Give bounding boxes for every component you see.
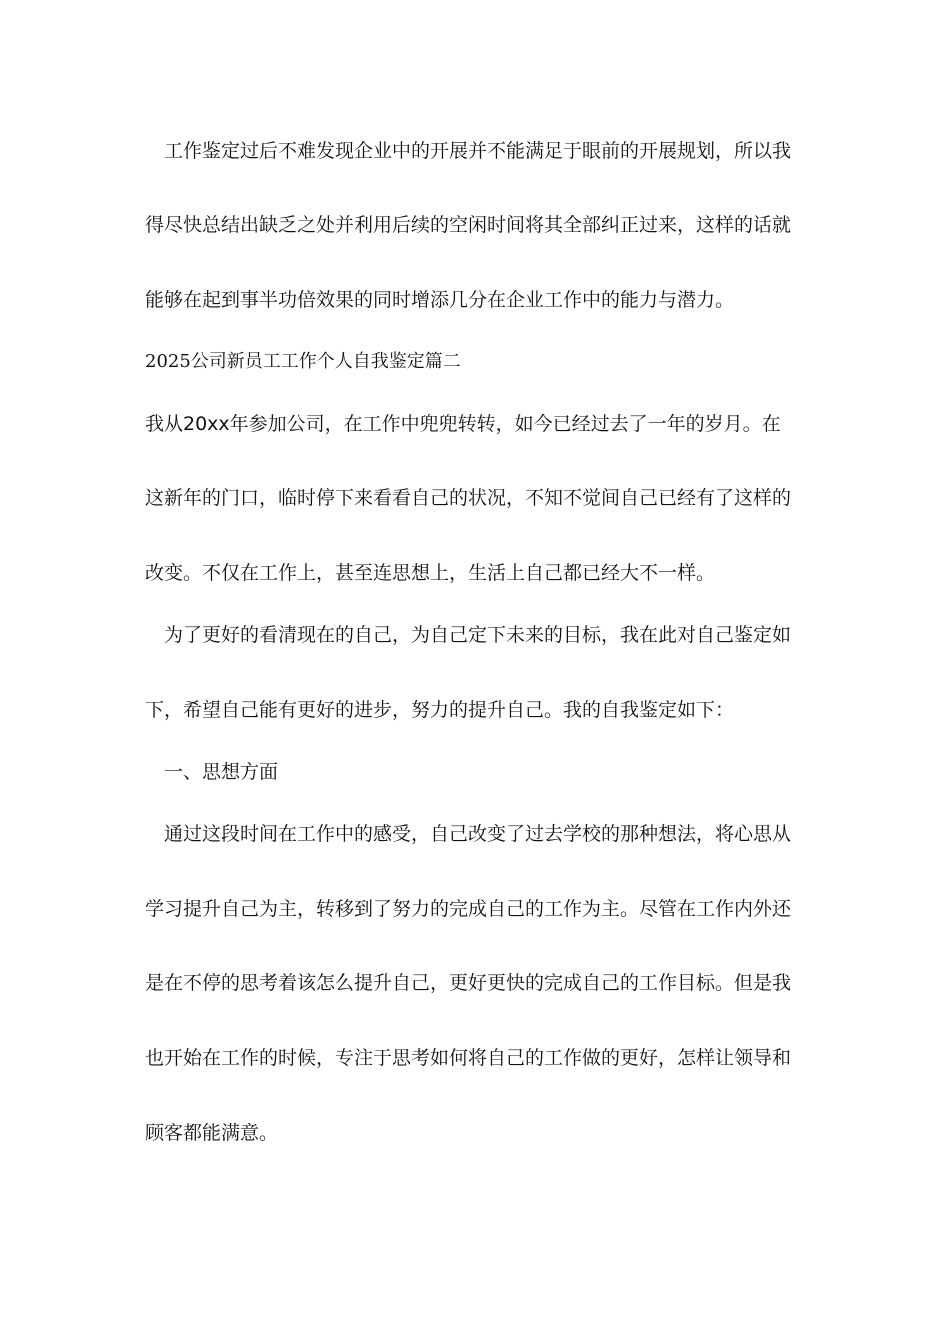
paragraph-line: 我从20xx年参加公司，在工作中兜兜转转，如今已经过去了一年的岁月。在 xyxy=(145,413,781,435)
section-heading: 2025公司新员工工作个人自我鉴定篇二 xyxy=(145,351,461,372)
paragraph-line: 这新年的门口，临时停下来看看自己的状况，不知不觉间自己已经有了这样的 xyxy=(145,487,792,509)
subsection-heading: 一、思想方面 xyxy=(145,761,279,783)
paragraph-line: 通过这段时间在工作中的感受，自己改变了过去学校的那种想法，将心思从 xyxy=(145,823,792,845)
paragraph-line: 工作鉴定过后不难发现企业中的开展并不能满足于眼前的开展规划，所以我 xyxy=(145,140,792,162)
paragraph-line: 为了更好的看清现在的自己，为自己定下未来的目标，我在此对自己鉴定如 xyxy=(145,624,792,646)
paragraph-line: 下，希望自己能有更好的进步，努力的提升自己。我的自我鉴定如下： xyxy=(145,699,735,721)
paragraph-line: 得尽快总结出缺乏之处并利用后续的空闲时间将其全部纠正过来，这样的话就 xyxy=(145,214,792,236)
paragraph-line: 顾客都能满意。 xyxy=(145,1122,279,1144)
paragraph-line: 学习提升自己为主，转移到了努力的完成自己的工作为主。尽管在工作内外还 xyxy=(145,898,792,920)
paragraph-line: 是在不停的思考着该怎么提升自己，更好更快的完成自己的工作目标。但是我 xyxy=(145,972,792,994)
paragraph-line: 改变。不仅在工作上，甚至连思想上，生活上自己都已经大不一样。 xyxy=(145,562,716,584)
paragraph-line: 能够在起到事半功倍效果的同时增添几分在企业工作中的能力与潜力。 xyxy=(145,289,735,311)
paragraph-line: 也开始在工作的时候，专注于思考如何将自己的工作做的更好，怎样让领导和 xyxy=(145,1047,792,1069)
